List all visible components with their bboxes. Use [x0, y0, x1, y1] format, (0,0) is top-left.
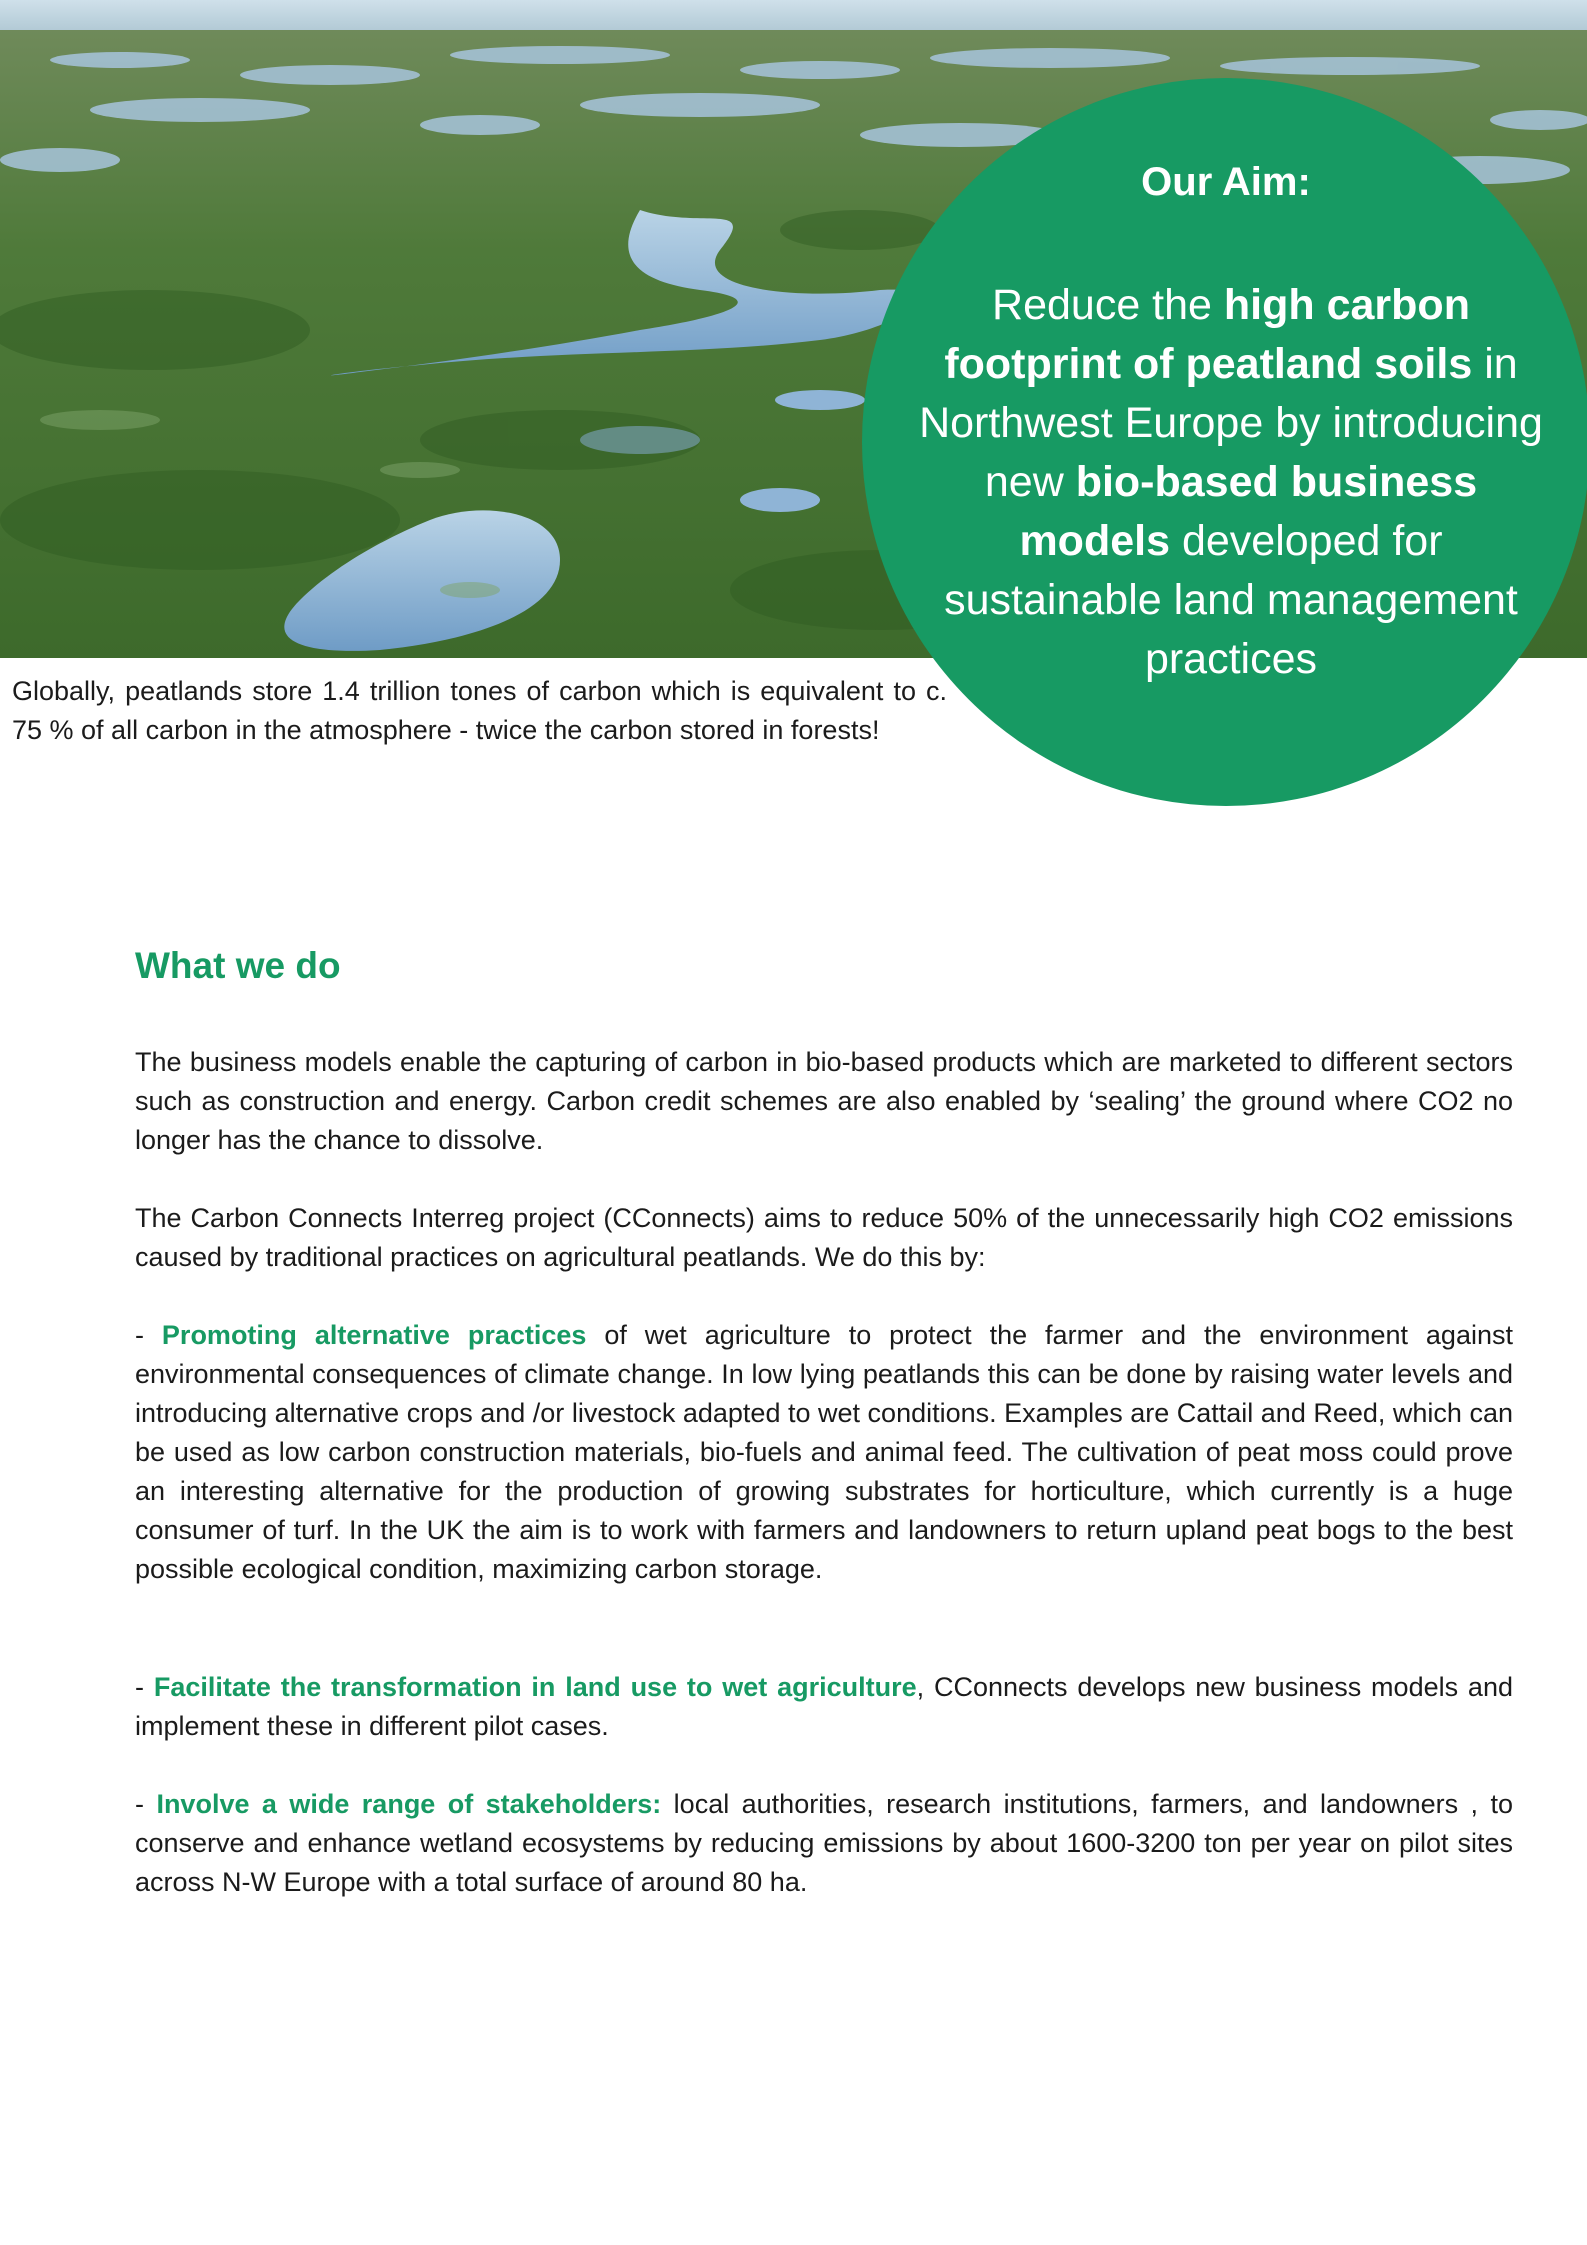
bullet-highlight: Facilitate the transformation in land use to wet agriculture	[153, 1672, 917, 1702]
bullet-text: , CConnects develops new business models and implement these in different pilot cases.	[135, 1672, 1513, 1741]
aim-statement	[917, 276, 1545, 689]
aim-title: Our Aim:	[1141, 160, 1311, 204]
photo-caption: Globally, peatlands store 1.4 trillion tones of carbon which is equivalent to c. 75 % of all carbon in the atmosphere - twice the carbon stored in forests!	[12, 676, 947, 745]
aim-circle	[862, 78, 1587, 806]
bullet-text: of wet agriculture to protect the farmer and the environment against environmental consequences of climate change. In low lying peatlands this can be done by raising water levels and introducing alternative crops and /or livestock adapted to wet conditions. Examples are Cattail and Reed, which can be used as low carbon construction materials, bio-fuels and animal feed. The cultivation of peat moss could prove an interesting alternative for the production of growing substrates for horticulture, which currently is a huge consumer of turf. In the UK the aim is to work with farmers and landowners to return upland peat bogs to the best possible ecological condition, maximizing carbon storage.	[135, 1320, 1513, 1584]
aim-highlight: high carbon footprint of peatland soils	[944, 281, 1473, 388]
bullet-highlight: Involve a wide range of stakeholders:	[156, 1789, 662, 1819]
bullet-transformation	[135, 1668, 1513, 1746]
aim-text: Reduce the	[992, 281, 1224, 329]
paragraph-business-models: The business models enable the capturing of carbon in bio-based products which are marketed to different sectors such as construction and energy. Carbon credit schemes are also enabled by ‘sealing’ the ground where CO2 no longer has the chance to dissolve.	[135, 1047, 1513, 1155]
aim-text: developed for sustainable land management practices	[944, 517, 1518, 683]
bullet-alternative-practices	[135, 1316, 1513, 1589]
aim-highlight: bio-based business models	[1019, 458, 1478, 565]
aim-text: in Northwest Europe by introducing new	[919, 340, 1543, 506]
section-title: What we do	[135, 945, 341, 986]
bullet-dash: -	[135, 1320, 162, 1350]
bullet-dash: -	[135, 1789, 157, 1819]
bullet-highlight: Promoting alternative practices	[161, 1320, 587, 1350]
paragraph-project: The Carbon Connects Interreg project (CConnects) aims to reduce 50% of the unnecessarily high CO2 emissions caused by traditional practices on agricultural peatlands. We do this by:	[135, 1203, 1513, 1272]
bullet-dash: -	[135, 1672, 154, 1702]
bullet-text: local authorities, research institutions, farmers, and landowners , to conserve and enhance wetland ecosystems by reducing emissions by about 1600-3200 ton per year on pilot sites across N-W Europe with a total surface of around 80 ha.	[135, 1789, 1514, 1897]
bullet-stakeholders	[135, 1785, 1513, 1902]
